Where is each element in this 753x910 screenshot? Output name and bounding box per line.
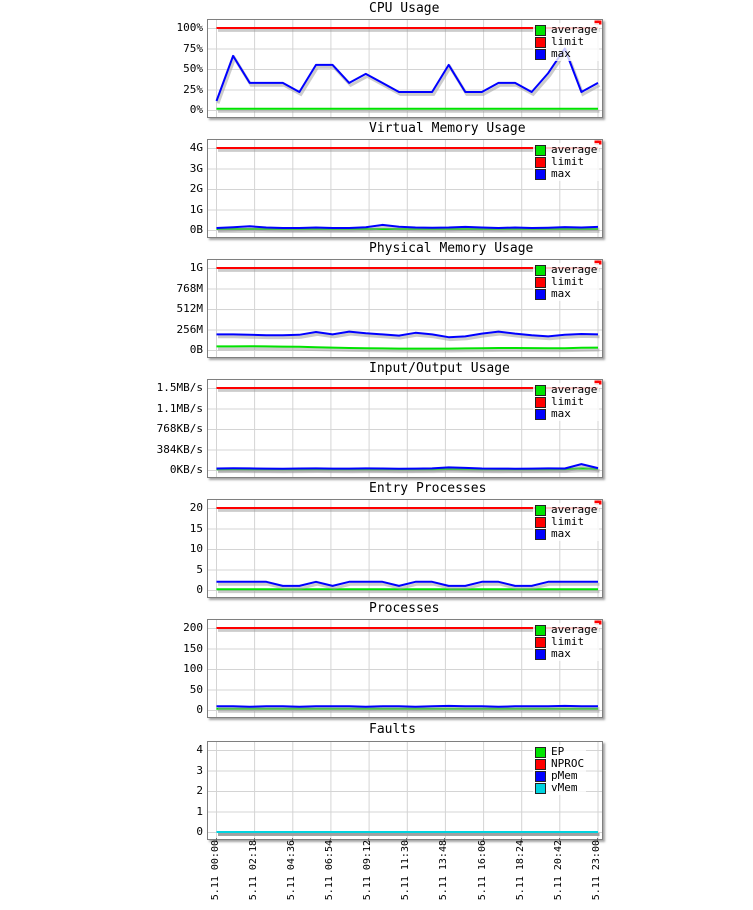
legend <box>533 503 599 541</box>
legend-item-label: limit <box>551 515 585 528</box>
y-axis-tick-label: 150 <box>183 641 203 655</box>
series-shadow <box>218 708 600 709</box>
legend-color-swatch <box>535 637 546 648</box>
legend <box>533 263 599 301</box>
legend-item <box>535 782 584 794</box>
legend-color-swatch <box>535 529 546 540</box>
series-average <box>217 109 600 111</box>
y-axis-tick-label: 0KB/s <box>169 463 203 476</box>
series-average <box>217 589 600 591</box>
chart-title: Processes <box>369 601 440 616</box>
legend-color-swatch <box>535 397 546 408</box>
x-axis-tick-label: 5.11 04:36 <box>286 840 297 901</box>
legend-color-swatch <box>535 625 546 636</box>
legend-color-swatch <box>535 277 546 288</box>
legend <box>533 143 599 181</box>
legend-item-label: vMem <box>551 781 578 794</box>
y-axis-tick-label: 0B <box>189 223 203 236</box>
legend-item-label: average <box>551 23 598 36</box>
y-axis-tick-label: 4 <box>196 743 203 756</box>
legend-item-label: max <box>551 647 571 660</box>
x-axis-tick-label: 5.11 20:42 <box>553 840 564 901</box>
legend-item-label: limit <box>551 155 585 168</box>
y-axis-tick-label: 25% <box>183 82 203 96</box>
y-axis-tick-label: 0 <box>196 703 203 716</box>
y-axis-tick-label: 256M <box>176 322 203 336</box>
y-axis-tick-label: 0B <box>189 343 203 356</box>
legend-item <box>535 168 597 180</box>
y-axis-tick-label: 1G <box>189 261 203 274</box>
x-axis-tick-label: 5.11 16:06 <box>477 840 488 901</box>
legend <box>533 623 599 661</box>
y-axis-tick-label: 100 <box>183 662 203 675</box>
y-axis-tick-label: 100% <box>176 21 203 34</box>
y-axis-tick-label: 4G <box>189 141 203 154</box>
chart-title: Virtual Memory Usage <box>369 121 526 136</box>
x-axis-tick-label: 5.11 11:30 <box>400 840 411 901</box>
legend <box>533 745 586 795</box>
series-line <box>217 706 599 707</box>
legend-item <box>535 288 597 300</box>
chart-title: CPU Usage <box>369 1 440 16</box>
legend-color-swatch <box>535 145 546 156</box>
series-vMem <box>217 832 600 834</box>
legend-item-label: limit <box>551 275 585 288</box>
y-axis-tick-label: 2G <box>189 182 203 195</box>
y-axis-tick-label: 512M <box>176 302 203 315</box>
legend-color-swatch <box>535 49 546 60</box>
chart-title: Input/Output Usage <box>369 361 510 376</box>
series-average <box>217 346 600 351</box>
y-axis-tick-label: 0% <box>189 103 203 116</box>
y-axis-tick-label: 1G <box>189 202 203 216</box>
legend-item-label: average <box>551 263 598 276</box>
chart-title: Entry Processes <box>369 481 487 496</box>
y-axis-tick-label: 384KB/s <box>156 442 203 456</box>
legend-item-label: EP <box>551 745 565 758</box>
y-axis-tick-label: 0 <box>196 583 203 596</box>
legend-item-label: max <box>551 407 571 420</box>
legend-item-label: pMem <box>551 769 578 782</box>
y-axis-tick-label: 3 <box>196 763 203 777</box>
y-axis-tick-label: 5 <box>196 562 203 576</box>
legend-color-swatch <box>535 157 546 168</box>
legend <box>533 383 599 421</box>
legend-color-swatch <box>535 517 546 528</box>
legend-item-label: average <box>551 143 598 156</box>
y-axis-tick-label: 200 <box>183 621 203 634</box>
legend-item-label: average <box>551 503 598 516</box>
legend-item-label: max <box>551 287 571 300</box>
legend-item <box>535 48 597 60</box>
legend-item-label: max <box>551 167 571 180</box>
legend <box>533 23 599 61</box>
y-axis-tick-label: 75% <box>183 41 203 55</box>
x-axis-tick-label: 5.11 06:54 <box>324 840 335 901</box>
x-axis-tick-label: 5.11 00:00 <box>210 840 221 901</box>
legend-color-swatch <box>535 409 546 420</box>
y-axis-tick-label: 1.1MB/s <box>156 401 203 415</box>
legend-item-label: NPROC <box>551 757 585 770</box>
x-axis-tick-label: 5.11 18:24 <box>515 840 526 901</box>
legend-item-label: average <box>551 383 598 396</box>
legend-color-swatch <box>535 25 546 36</box>
legend-color-swatch <box>535 385 546 396</box>
series-max <box>217 332 600 340</box>
legend-color-swatch <box>535 783 546 794</box>
legend-item-label: limit <box>551 395 585 408</box>
y-axis-tick-label: 50 <box>189 682 203 696</box>
legend-color-swatch <box>535 169 546 180</box>
legend-item <box>535 648 597 660</box>
legend-item-label: max <box>551 47 571 60</box>
chart-title: Faults <box>369 722 416 737</box>
legend-item-label: average <box>551 623 598 636</box>
y-axis-tick-label: 768KB/s <box>156 422 203 435</box>
y-axis-tick-label: 15 <box>189 521 203 535</box>
legend-color-swatch <box>535 759 546 770</box>
y-axis-tick-label: 1 <box>196 804 203 818</box>
y-axis-tick-label: 0 <box>196 825 203 838</box>
legend-color-swatch <box>535 649 546 660</box>
chart-title: Physical Memory Usage <box>369 241 534 256</box>
legend-color-swatch <box>535 771 546 782</box>
legend-color-swatch <box>535 289 546 300</box>
y-axis-tick-label: 2 <box>196 784 203 797</box>
x-axis-tick-label: 5.11 13:48 <box>438 840 449 901</box>
series-max <box>217 706 600 709</box>
legend-item <box>535 528 597 540</box>
x-axis-tick-label: 5.11 23:00 <box>591 840 602 901</box>
legend-item-label: limit <box>551 35 585 48</box>
y-axis-tick-label: 1.5MB/s <box>156 381 203 394</box>
legend-color-swatch <box>535 505 546 516</box>
y-axis-tick-label: 50% <box>183 62 203 75</box>
legend-item <box>535 408 597 420</box>
legend-item-label: max <box>551 527 571 540</box>
y-axis-tick-label: 10 <box>189 542 203 555</box>
legend-color-swatch <box>535 37 546 48</box>
series-max <box>217 582 600 589</box>
legend-color-swatch <box>535 747 546 758</box>
series-max <box>217 225 600 231</box>
series-max <box>217 464 600 471</box>
x-axis-tick-label: 5.11 02:18 <box>248 840 259 901</box>
y-axis-tick-label: 20 <box>189 501 203 514</box>
legend-item-label: limit <box>551 635 585 648</box>
y-axis-tick-label: 3G <box>189 161 203 175</box>
y-axis-tick-label: 768M <box>176 281 203 295</box>
x-axis-tick-label: 5.11 09:12 <box>362 840 373 901</box>
legend-color-swatch <box>535 265 546 276</box>
